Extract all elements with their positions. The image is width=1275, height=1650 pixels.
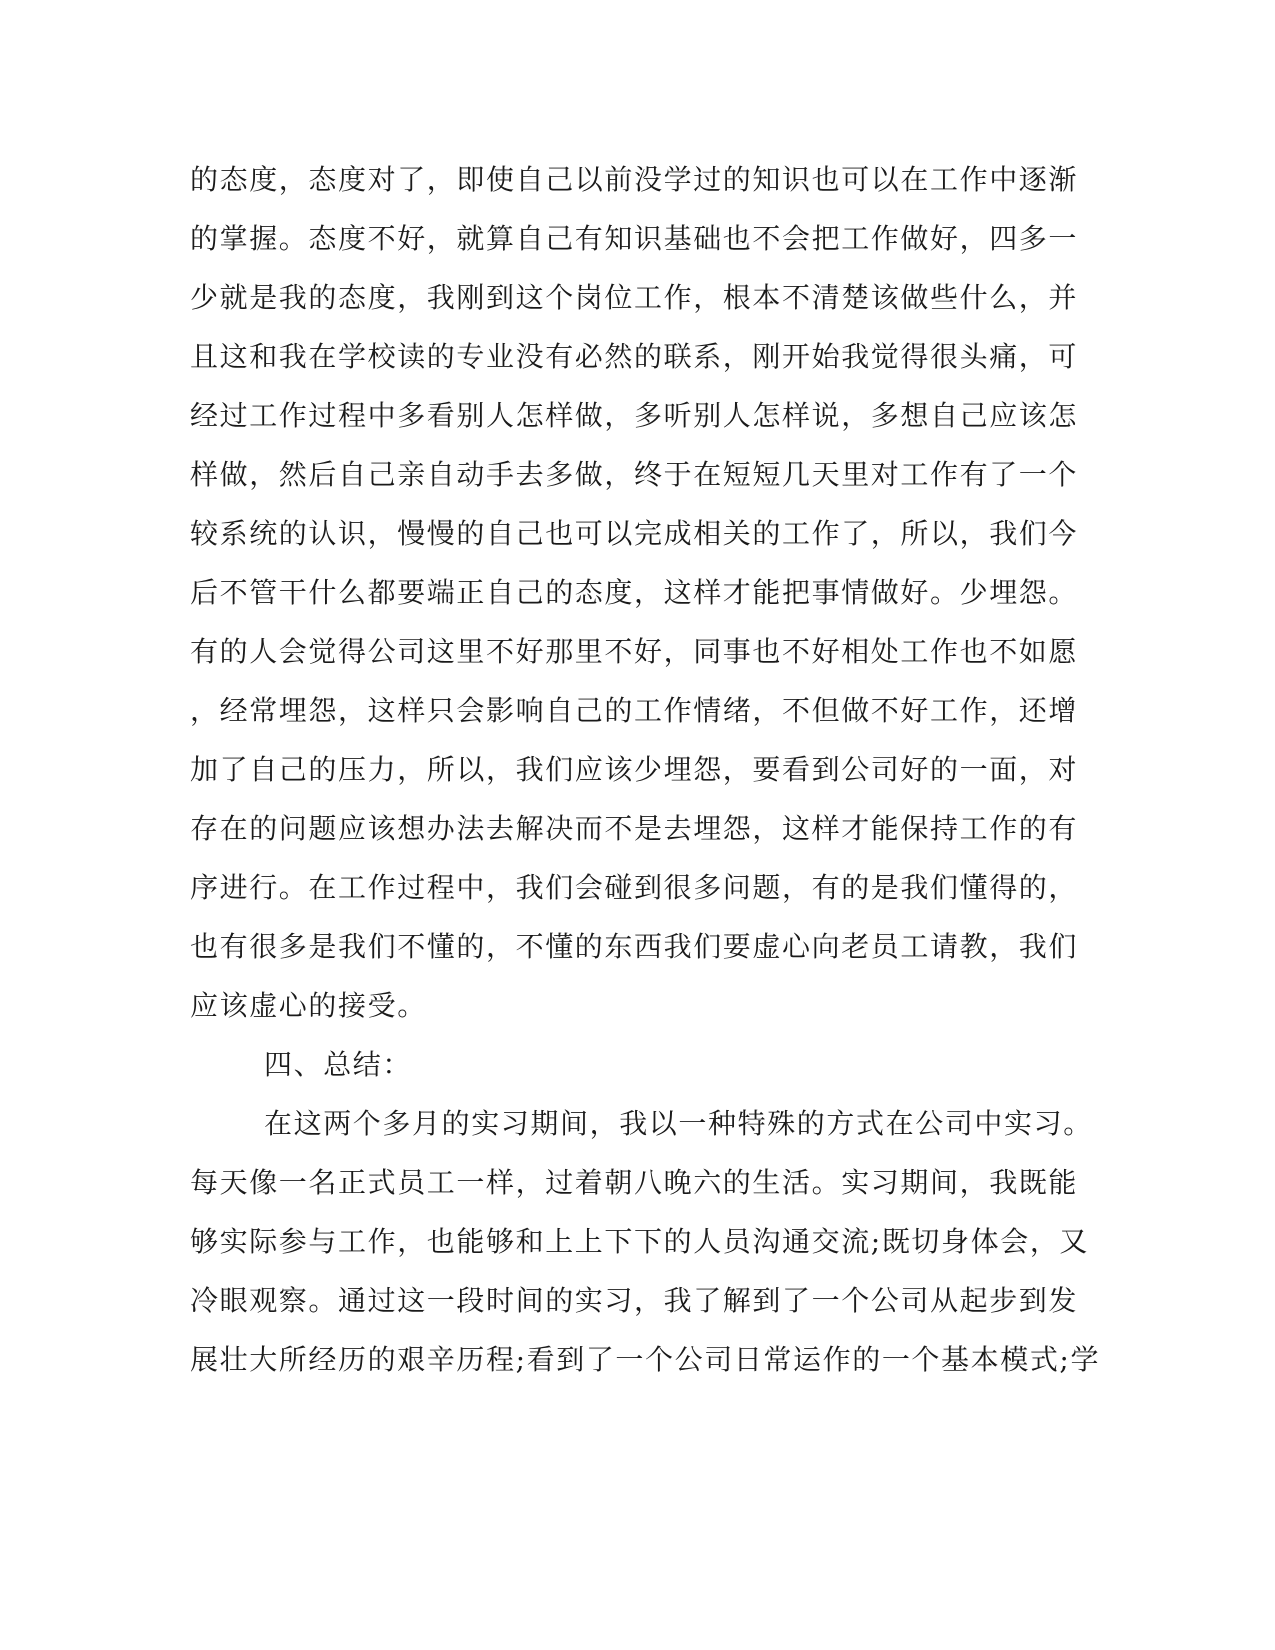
paragraph-line: 的态度，态度对了，即使自己以前没学过的知识也可以在工作中逐渐 (190, 163, 1079, 196)
paragraph-line: 冷眼观察。通过这一段时间的实习，我了解到了一个公司从起步到发 (190, 1284, 1079, 1317)
paragraph-line: 且这和我在学校读的专业没有必然的联系，刚开始我觉得很头痛，可 (190, 340, 1079, 373)
paragraph-line: 存在的问题应该想办法去解决而不是去埋怨，这样才能保持工作的有 (190, 812, 1079, 845)
paragraph-line: 展壮大所经历的艰辛历程;看到了一个公司日常运作的一个基本模式;学 (190, 1343, 1101, 1376)
paragraph-line: 样做，然后自己亲自动手去多做，终于在短短几天里对工作有了一个 (190, 458, 1079, 491)
paragraph-line: 的掌握。态度不好，就算自己有知识基础也不会把工作做好，四多一 (190, 222, 1079, 255)
paragraph-line: 较系统的认识，慢慢的自己也可以完成相关的工作了，所以，我们今 (190, 517, 1079, 550)
paragraph-line: 也有很多是我们不懂的，不懂的东西我们要虚心向老员工请教，我们 (190, 930, 1079, 963)
paragraph-line: 应该虚心的接受。 (190, 989, 427, 1022)
paragraph-line: 够实际参与工作，也能够和上上下下的人员沟通交流;既切身体会，又 (190, 1225, 1090, 1258)
paragraph-line: 少就是我的态度，我刚到这个岗位工作，根本不清楚该做些什么，并 (190, 281, 1079, 314)
paragraph-line: 后不管干什么都要端正自己的态度，这样才能把事情做好。少埋怨。 (190, 576, 1079, 609)
paragraph-line: ，经常埋怨，这样只会影响自己的工作情绪，不但做不好工作，还增 (190, 694, 1079, 727)
paragraph-line: 加了自己的压力，所以，我们应该少埋怨，要看到公司好的一面，对 (190, 753, 1079, 786)
paragraph-line: 在这两个多月的实习期间，我以一种特殊的方式在公司中实习。 (264, 1107, 1093, 1140)
paragraph-line: 序进行。在工作过程中，我们会碰到很多问题，有的是我们懂得的， (190, 871, 1079, 904)
paragraph-line: 有的人会觉得公司这里不好那里不好，同事也不好相处工作也不如愿 (190, 635, 1079, 668)
paragraph-line: 每天像一名正式员工一样，过着朝八晚六的生活。实习期间，我既能 (190, 1166, 1079, 1199)
section-heading: 四、总结： (264, 1048, 413, 1081)
paragraph-line: 经过工作过程中多看别人怎样做，多听别人怎样说，多想自己应该怎 (190, 399, 1079, 432)
